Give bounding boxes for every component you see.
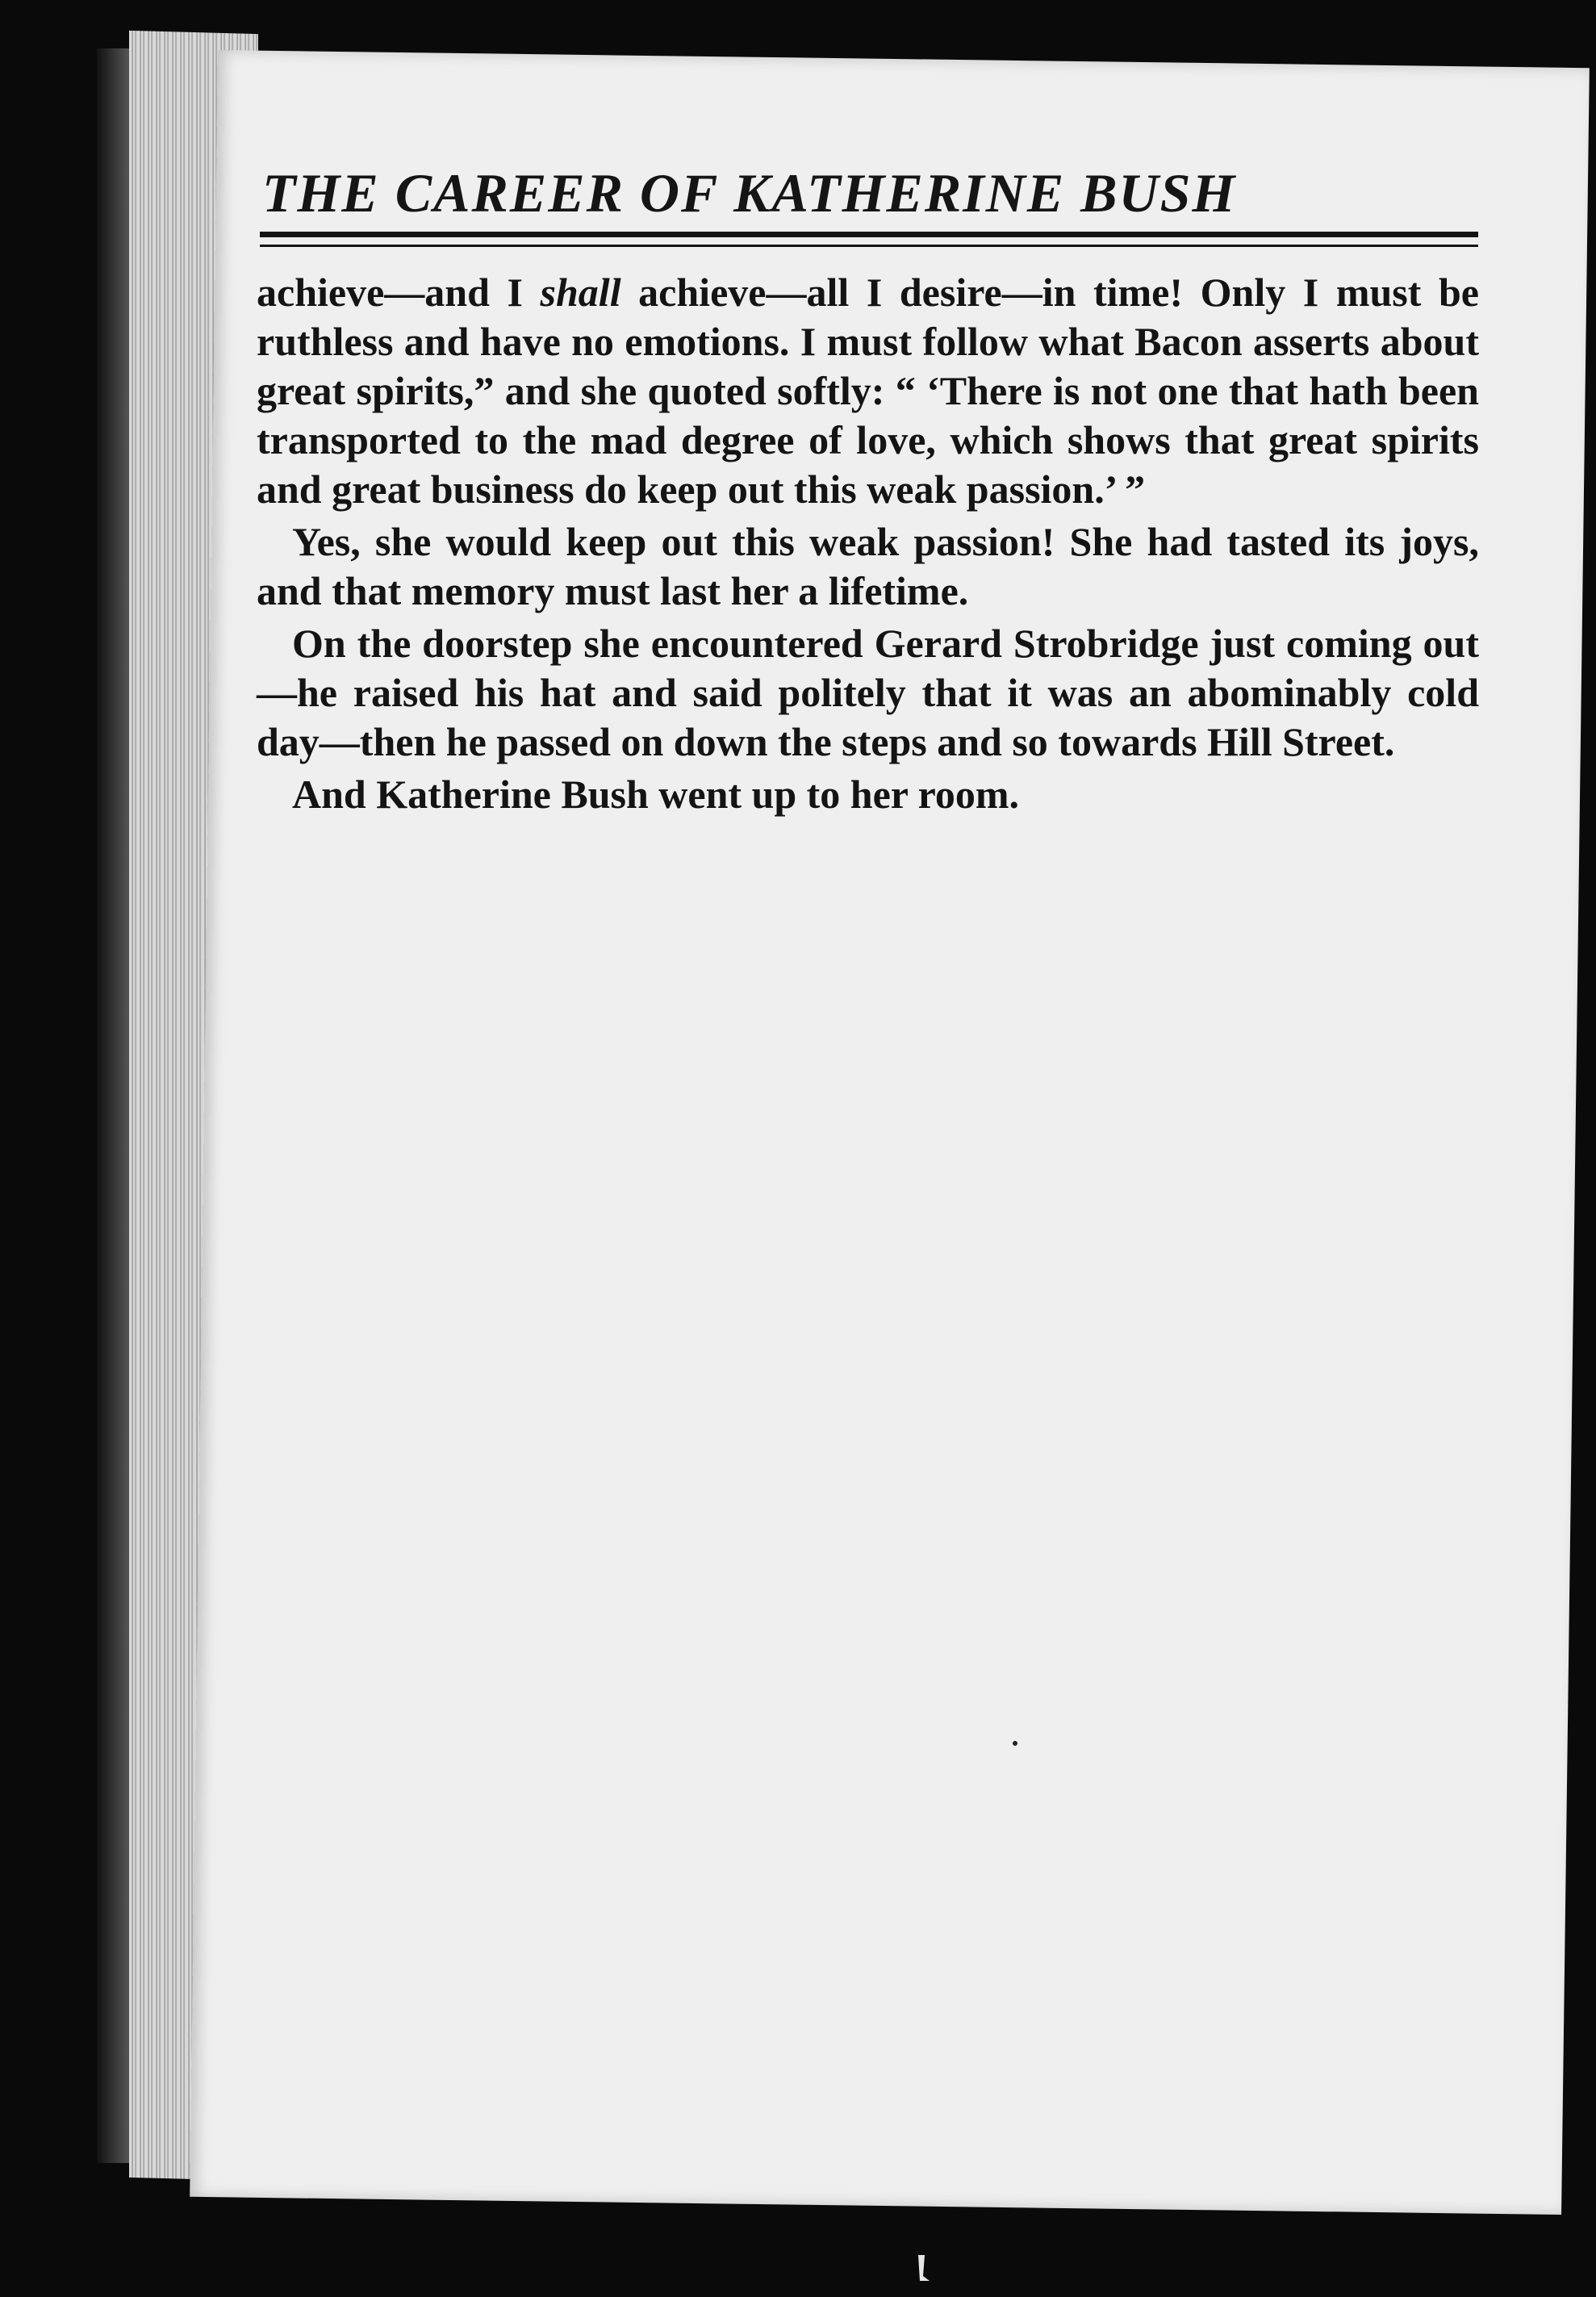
header-rule-thick [260, 232, 1478, 237]
body-text [257, 268, 1479, 822]
paragraph-3: On the doorstep she encountered Gerard Strobridge just coming out—he raised his hat and said politely that it was an abominably cold day—then he passed on down the steps and so towards Hill Street. [257, 621, 1479, 764]
header-rule-thin [260, 245, 1478, 247]
paragraph-2: Yes, she would keep out this weak passion! She had tasted its joys, and that memory must last her a lifetime. [257, 519, 1479, 613]
paragraph-1-rest: achieve—all I desire—in time! Only I must be ruthless and have no emotions. I must follow what Bacon asserts about great spirits,” and she quoted softly: “ ‘There is not one that hath been transported to the mad degree of love, which shows that great spirits and great business do keep out this weak passion.’ ” [257, 270, 1479, 512]
scan-artifact-mark [912, 2252, 944, 2284]
emphasized-word: shall [540, 270, 621, 315]
paragraph-1 [257, 268, 1479, 514]
running-head: THE CAREER OF KATHERINE BUSH [262, 162, 1237, 224]
paragraph-1-start: achieve—and I [257, 270, 541, 315]
ink-speck [1013, 1741, 1017, 1746]
paragraph-4: And Katherine Bush went up to her room. [292, 772, 1020, 817]
